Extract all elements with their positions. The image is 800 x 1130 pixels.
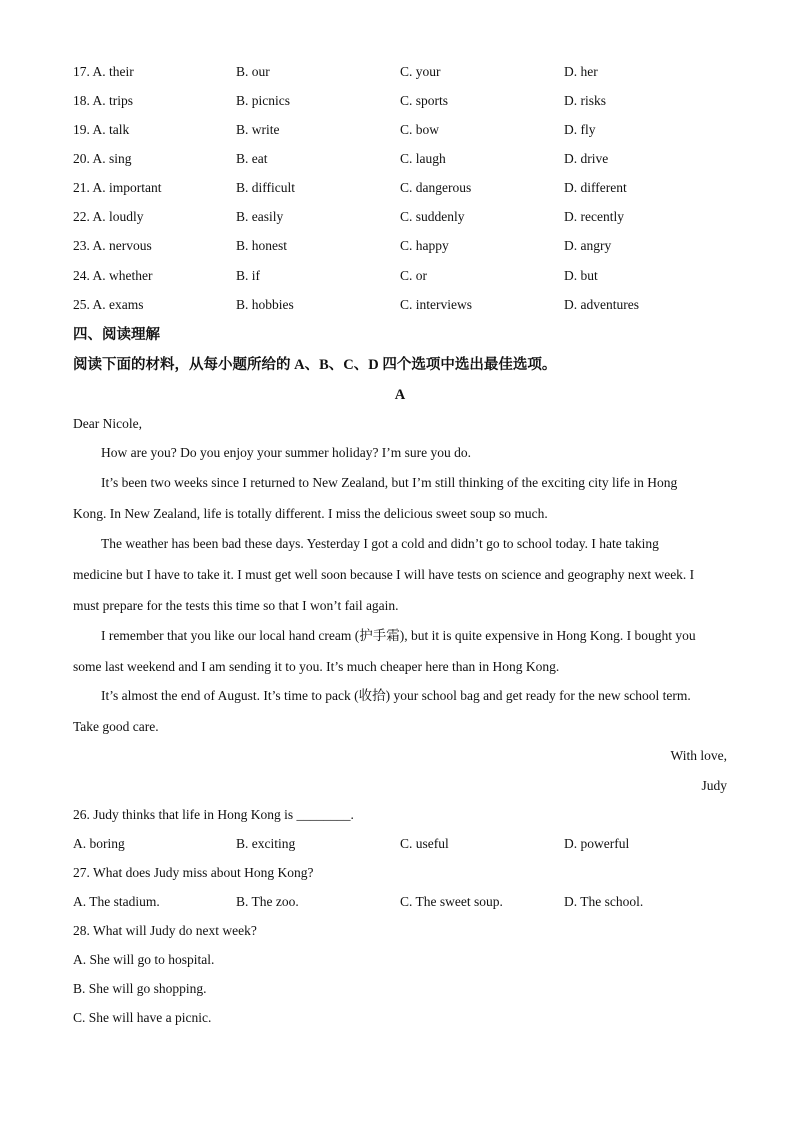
option-a: 22. A. loudly [73,209,144,224]
option-c: C. interviews [400,297,472,312]
option-b: B. exciting [236,836,296,851]
letter-signature: Judy [701,778,727,793]
option-a: 23. A. nervous [73,238,152,253]
option-c: C. your [400,64,441,79]
option-a: 18. A. trips [73,93,134,108]
option-a: 25. A. exams [73,297,144,312]
option-row-21 [73,178,753,198]
question-26-stem: 26. Judy thinks that life in Hong Kong is ________. [73,807,354,822]
option-b: B. if [236,268,261,283]
option-c: C. happy [400,238,449,253]
option-a: 17. A. their [73,64,134,79]
question-28-option-b: B. She will go shopping. [73,981,207,996]
letter-line: The weather has been bad these days. Yesterday I got a cold and didn’t go to school today. I hate taking [101,536,659,551]
option-c: C. or [400,268,427,283]
question-27-stem: 27. What does Judy miss about Hong Kong? [73,865,314,880]
option-a: 24. A. whether [73,268,153,283]
question-26-options [73,834,753,854]
option-d: D. powerful [564,836,630,851]
option-d: D. angry [564,238,612,253]
option-b: B. The zoo. [236,894,299,909]
option-row-17 [73,62,753,82]
letter-line: I remember that you like our local hand cream (护手霜), but it is quite expensive in Hong Kong. I bought you [101,628,696,643]
option-d: D. drive [564,151,609,166]
option-b: B. hobbies [236,297,294,312]
question-28-option-c: C. She will have a picnic. [73,1010,212,1025]
option-b: B. picnics [236,93,290,108]
letter-closing: With love, [670,748,727,763]
letter-line: must prepare for the tests this time so that I won’t fail again. [73,598,399,613]
section-title: 四、阅读理解 [73,327,160,343]
letter-line: some last weekend and I am sending it to you. It’s much cheaper here than in Hong Kong. [73,659,560,674]
option-d: D. different [564,180,627,195]
option-c: C. laugh [400,151,446,166]
option-row-19 [73,120,753,140]
letter-line: Kong. In New Zealand, life is totally different. I miss the delicious sweet soup so much. [73,506,548,521]
letter-line: It’s been two weeks since I returned to New Zealand, but I’m still thinking of the exciting city life in Hong [101,475,678,490]
option-d: D. risks [564,93,607,108]
option-row-25 [73,295,753,315]
letter-greeting: Dear Nicole, [73,416,142,431]
letter-line: medicine but I have to take it. I must get well soon because I will have tests on science and geography next week. I [73,567,695,582]
option-row-20 [73,149,753,169]
option-row-23 [73,236,753,256]
option-c: C. dangerous [400,180,472,195]
option-b: B. easily [236,209,284,224]
option-a: 19. A. talk [73,122,130,137]
option-d: D. adventures [564,297,639,312]
letter-line: It’s almost the end of August. It’s time to pack (收拾) your school bag and get ready for the new school term. [101,688,691,703]
option-b: B. our [236,64,270,79]
option-row-18 [73,91,753,111]
question-27-options [73,892,753,912]
option-b: B. difficult [236,180,295,195]
option-d: D. but [564,268,598,283]
option-c: C. suddenly [400,209,465,224]
option-d: D. fly [564,122,596,137]
option-row-22 [73,207,753,227]
option-c: C. bow [400,122,440,137]
option-a: A. boring [73,836,125,851]
question-28-stem: 28. What will Judy do next week? [73,923,257,938]
option-a: 21. A. important [73,180,162,195]
option-b: B. honest [236,238,288,253]
option-d: D. The school. [564,894,644,909]
option-row-24 [73,266,753,286]
instruction: 阅读下面的材料，从每小题所给的 A、B、C、D 四个选项中选出最佳选项。 [73,357,557,373]
question-28-option-a: A. She will go to hospital. [73,952,215,967]
letter-line: Take good care. [73,719,159,734]
option-d: D. recently [564,209,624,224]
option-c: C. useful [400,836,449,851]
passage-label: A [394,387,406,403]
option-b: B. eat [236,151,268,166]
option-b: B. write [236,122,280,137]
option-a: 20. A. sing [73,151,132,166]
option-d: D. her [564,64,598,79]
option-c: C. The sweet soup. [400,894,503,909]
option-c: C. sports [400,93,449,108]
option-a: A. The stadium. [73,894,160,909]
letter-line: How are you? Do you enjoy your summer holiday? I’m sure you do. [101,445,472,460]
